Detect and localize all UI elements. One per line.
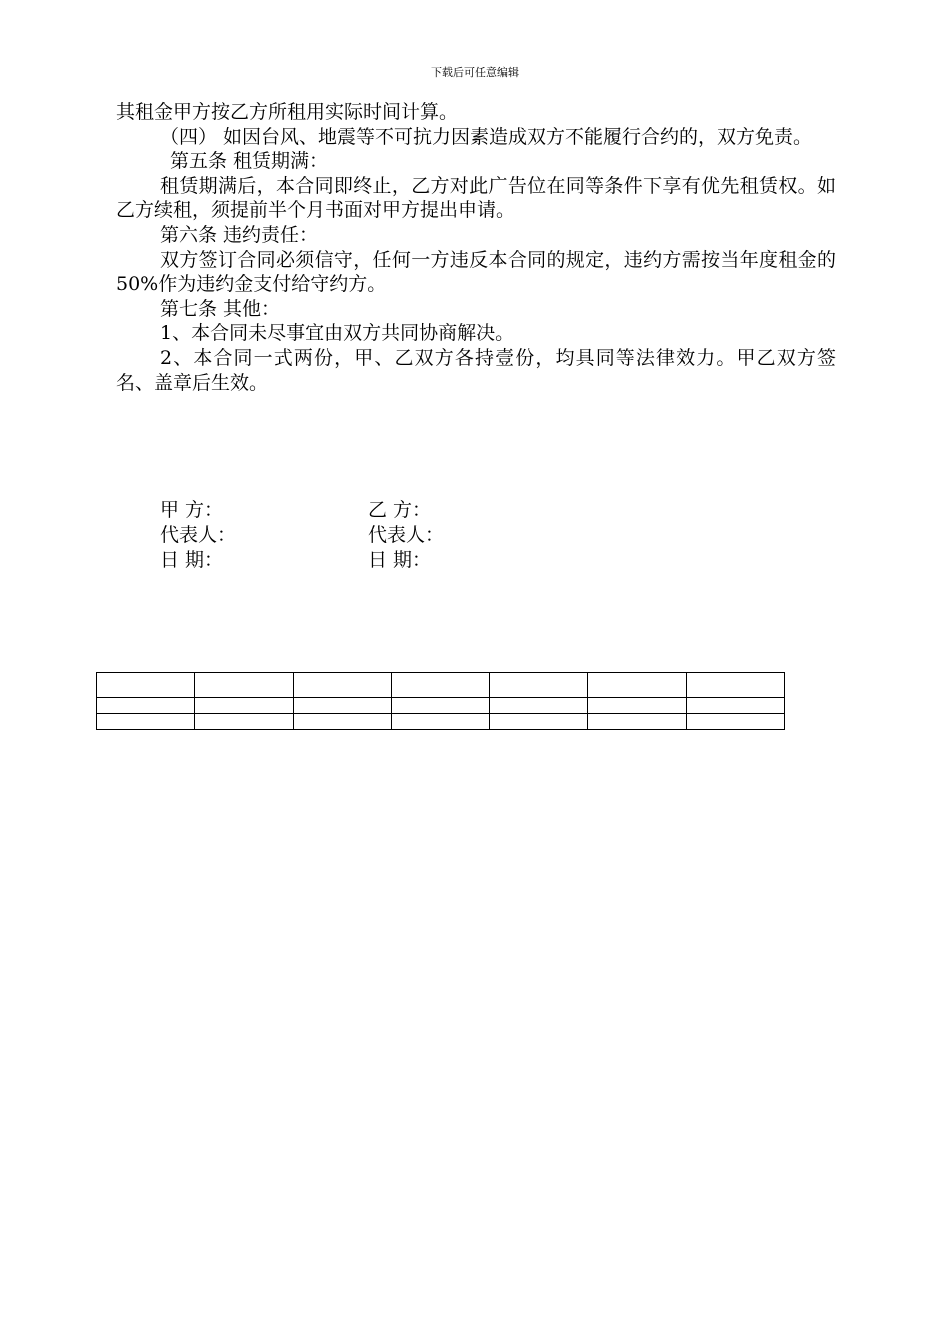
table-cell xyxy=(293,673,391,698)
party-a-label: 甲 方： xyxy=(160,499,224,521)
table-cell xyxy=(293,698,391,714)
table-cell xyxy=(195,673,293,698)
representative-a-label: 代表人： xyxy=(160,524,237,546)
table-row xyxy=(97,698,785,714)
table-cell xyxy=(686,698,784,714)
table-cell xyxy=(391,673,489,698)
paragraph-rent-calculation: 其租金甲方按乙方所租用实际时间计算。 xyxy=(116,101,459,123)
heading-article-7: 第七条 其他： xyxy=(160,297,281,320)
table-cell xyxy=(686,714,784,730)
paragraph-lease-expiry: 租赁期满后，本合同即终止，乙方对此广告位在同等条件下享有优先租赁权。如乙方续租，须提前半个月书面对甲方提出申请。 xyxy=(116,174,836,222)
table-row xyxy=(97,714,785,730)
heading-article-5: 第五条 租赁期满： xyxy=(170,150,329,173)
paragraph-force-majeure: （四） 如因台风、地震等不可抗力因素造成双方不能履行合约的，双方免责。 xyxy=(160,125,813,148)
table-cell xyxy=(97,714,195,730)
table-cell xyxy=(588,673,686,698)
paragraph-breach: 双方签订合同必须信守，任何一方违反本合同的规定，违约方需按当年度租金的50%作为违约金支付给守约方。 xyxy=(116,248,836,296)
table-cell xyxy=(293,714,391,730)
contract-body xyxy=(116,100,836,395)
paragraph-other-2: 2、本合同一式两份，甲、乙双方各持壹份，均具同等法律效力。甲乙双方签名、盖章后生效。 xyxy=(116,346,836,394)
date-b-label: 日 期： xyxy=(368,549,432,571)
table-cell xyxy=(391,714,489,730)
blank-table xyxy=(96,672,785,730)
table-cell xyxy=(97,673,195,698)
table-cell xyxy=(490,698,588,714)
table-cell xyxy=(195,714,293,730)
date-a-label: 日 期： xyxy=(160,549,224,571)
table-cell xyxy=(490,673,588,698)
paragraph-other-1: 1、本合同未尽事宜由双方共同协商解决。 xyxy=(160,322,515,345)
table-cell xyxy=(391,698,489,714)
representative-b-label: 代表人： xyxy=(368,524,445,546)
heading-article-6: 第六条 违约责任： xyxy=(160,223,319,246)
table-cell xyxy=(588,714,686,730)
table-cell xyxy=(686,673,784,698)
table-cell xyxy=(588,698,686,714)
table-cell xyxy=(195,698,293,714)
page-header: 下载后可任意编辑 xyxy=(431,66,519,79)
table-row xyxy=(97,673,785,698)
table-cell xyxy=(490,714,588,730)
table-cell xyxy=(97,698,195,714)
party-b-label: 乙 方： xyxy=(368,499,432,521)
